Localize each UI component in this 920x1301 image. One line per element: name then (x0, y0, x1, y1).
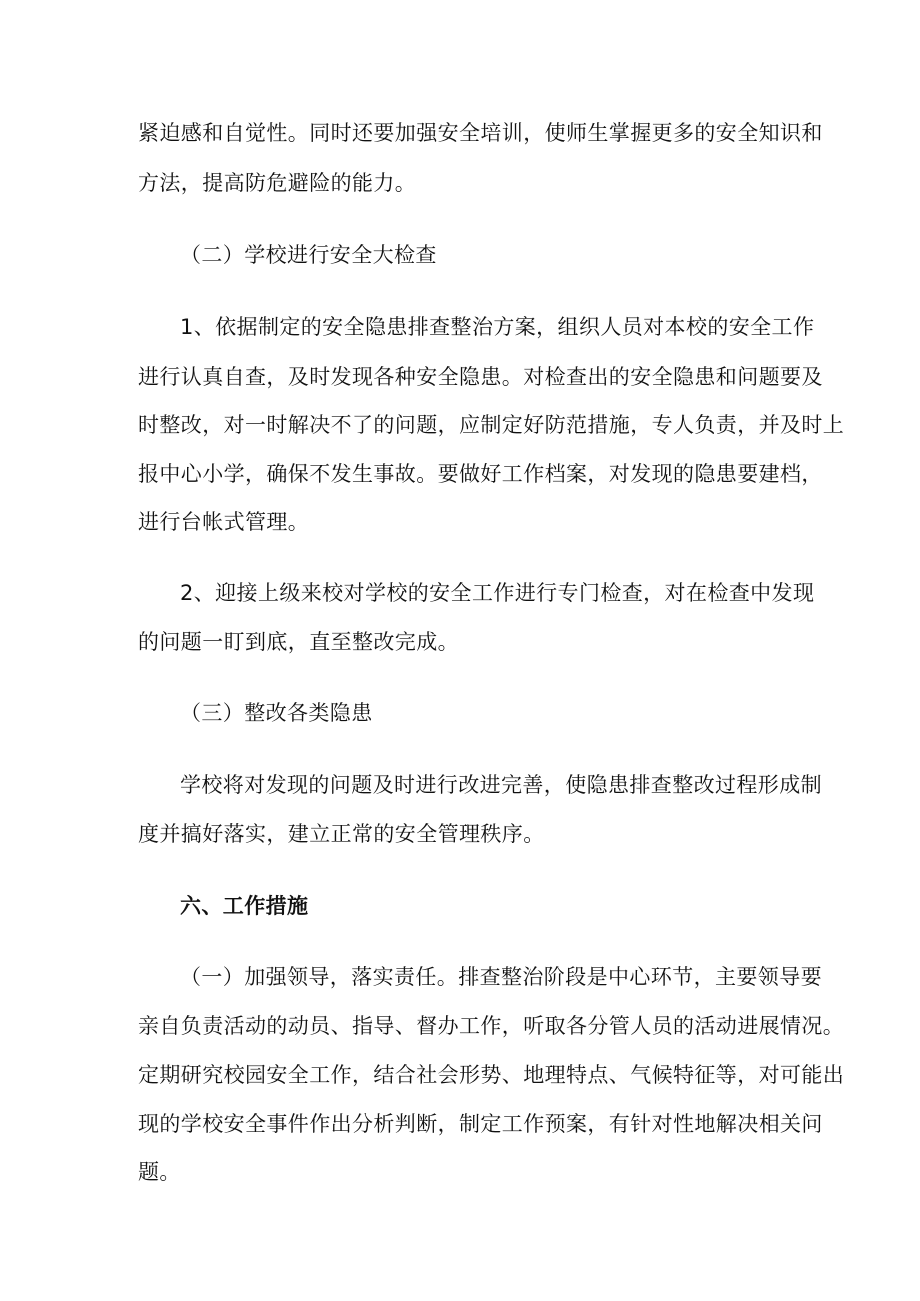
paragraph-line: 进行认真自查，及时发现各种安全隐患。对检查出的安全隐患和问题要及 (138, 365, 823, 389)
paragraph-line: 度并搞好落实，建立正常的安全管理秩序。 (138, 822, 545, 846)
paragraph-line: 题。 (138, 1160, 181, 1184)
paragraph-line: 定期研究校园安全工作，结合社会形势、地理特点、气候特征等，对可能出 (138, 1063, 845, 1087)
paragraph-line: 紧迫感和自觉性。同时还要加强安全培训，使师生掌握更多的安全知识和 (138, 121, 823, 145)
paragraph-line: 时整改，对一时解决不了的问题，应制定好防范措施，专人负责，并及时上 (138, 413, 845, 437)
paragraph-line: （一）加强领导，落实责任。排查整治阶段是中心环节，主要领导要 (180, 965, 822, 989)
paragraph-line: 方法，提高防危避险的能力。 (138, 171, 417, 195)
paragraph-line: 报中心小学，确保不发生事故。要做好工作档案，对发现的隐患要建档， (138, 462, 823, 486)
section-heading: （三）整改各类隐患 (180, 701, 373, 725)
paragraph-line: 学校将对发现的问题及时进行改进完善，使隐患排查整改过程形成制 (180, 773, 822, 797)
paragraph-line: 2、迎接上级来校对学校的安全工作进行专门检查，对在检查中发现 (180, 581, 815, 605)
paragraph-line: 现的学校安全事件作出分析判断，制定工作预案，有针对性地解决相关问 (138, 1112, 823, 1136)
section-heading: （二）学校进行安全大检查 (180, 243, 437, 267)
paragraph-line: 的问题一盯到底，直至整改完成。 (138, 630, 459, 654)
paragraph-line: 1、依据制定的安全隐患排查整治方案，组织人员对本校的安全工作 (180, 315, 815, 339)
paragraph-line: 进行台帐式管理。 (138, 510, 310, 534)
paragraph-line: 亲自负责活动的动员、指导、督办工作，听取各分管人员的活动进展情况。 (138, 1014, 845, 1038)
chapter-heading: 六、工作措施 (180, 894, 309, 918)
